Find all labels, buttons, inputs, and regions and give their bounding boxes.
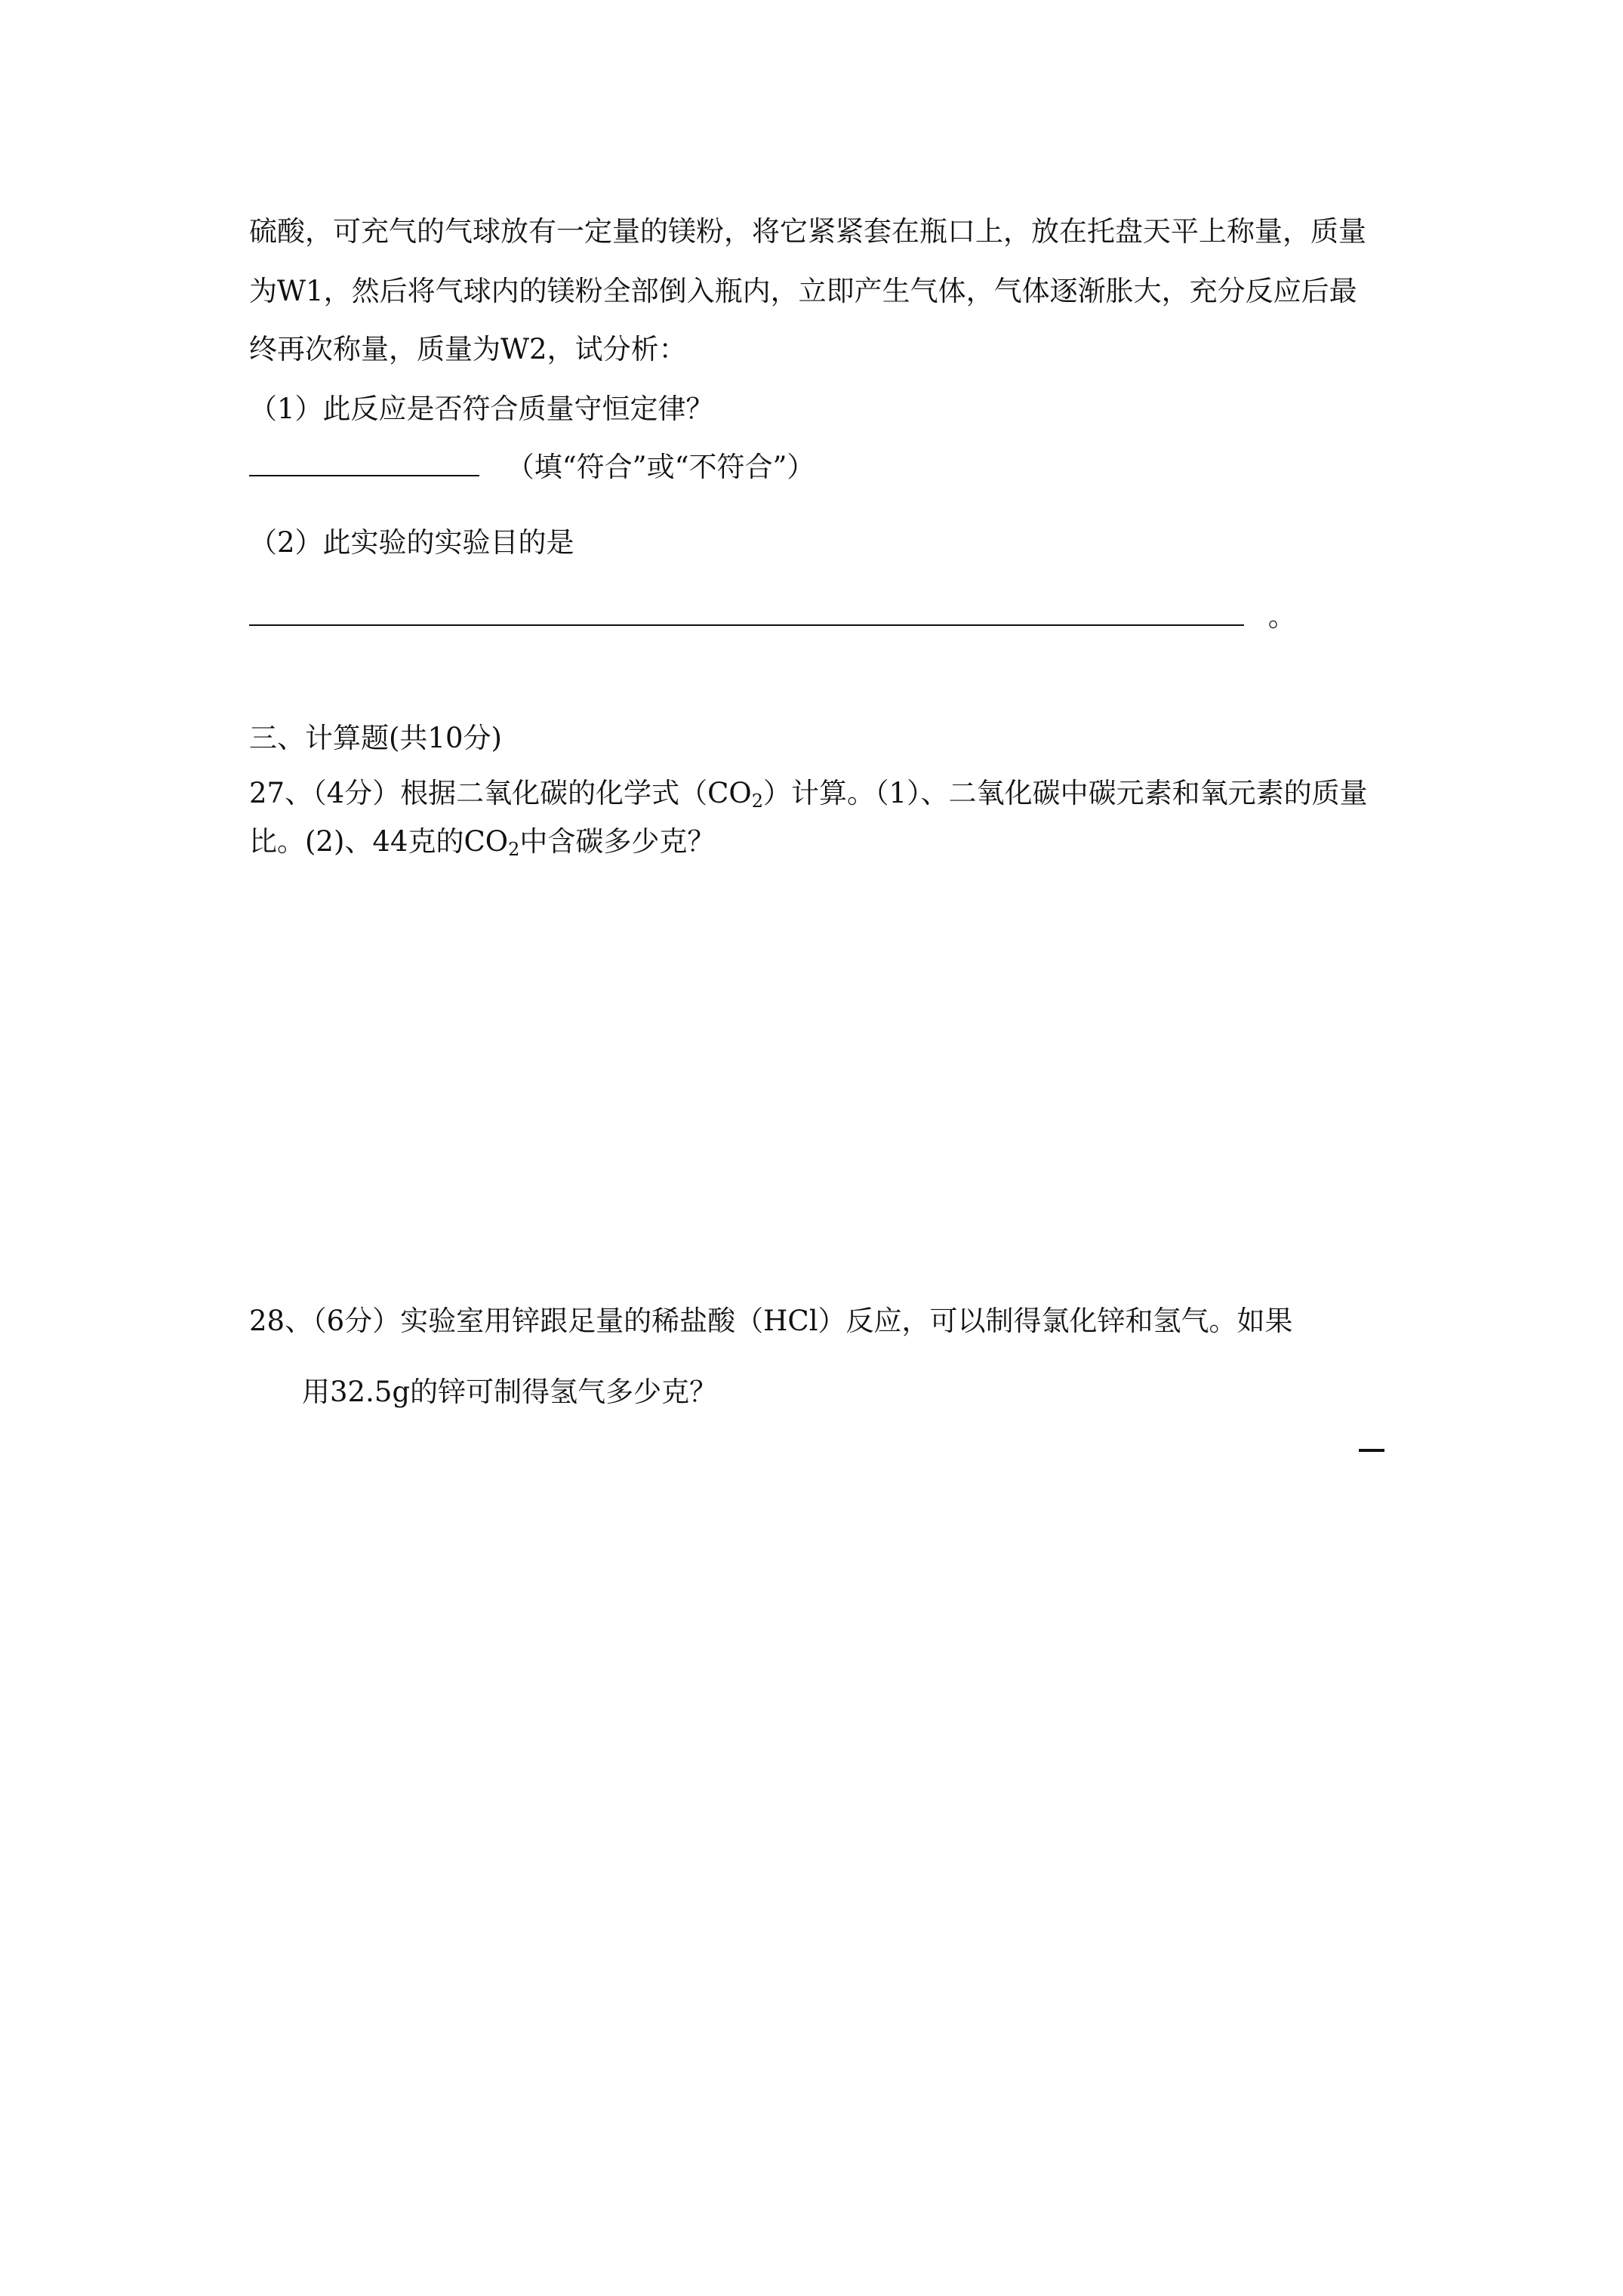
q26-line2: 为W1，然后将气球内的镁粉全部倒入瓶内，立即产生气体，气体逐渐胀大，充分反应后最 [249,275,1357,307]
q26-line1: 硫酸，可充气的气球放有一定量的镁粉，将它紧紧套在瓶口上，放在托盘天平上称量，质量 [249,215,1366,248]
q27-text-d: 中含碳多少克？ [519,825,716,858]
q27-sub-2b: 2 [508,839,520,860]
answer-blank-1[interactable] [249,475,479,476]
q27-line2 [249,825,715,858]
q27-line1 [249,777,1368,810]
q26-answer2-row [249,600,1296,633]
q26-answer1-row [249,451,815,484]
q26-sub2: （2）此实验的实验目的是 [249,526,574,559]
q27-sub-2a: 2 [751,791,764,812]
q26-end-punct: 。 [1267,600,1296,633]
q27-text-b: ）计算。（1）、二氧化碳中碳元素和氧元素的质量 [763,777,1368,809]
q26-sub1: （1）此反应是否符合质量守恒定律？ [249,393,714,425]
q28-line2: 用32.5g的锌可制得氢气多少克？ [302,1376,718,1408]
q26-hint1: （填“符合”或“不符合”） [506,451,815,483]
q28-line1: 28、（6分）实验室用锌跟足量的稀盐酸（HCl）反应，可以制得氯化锌和氢气。如果 [249,1305,1293,1337]
q27-text-c: 比。(2)、44克的CO [249,825,509,858]
q27-text-a: 27、（4分）根据二氧化碳的化学式（CO [249,777,752,809]
q26-line3: 终再次称量，质量为W2，试分析： [249,333,687,365]
page-dash-mark [1359,1449,1384,1452]
section3-title: 三、计算题(共10分) [249,722,502,754]
answer-blank-2[interactable] [249,624,1244,626]
